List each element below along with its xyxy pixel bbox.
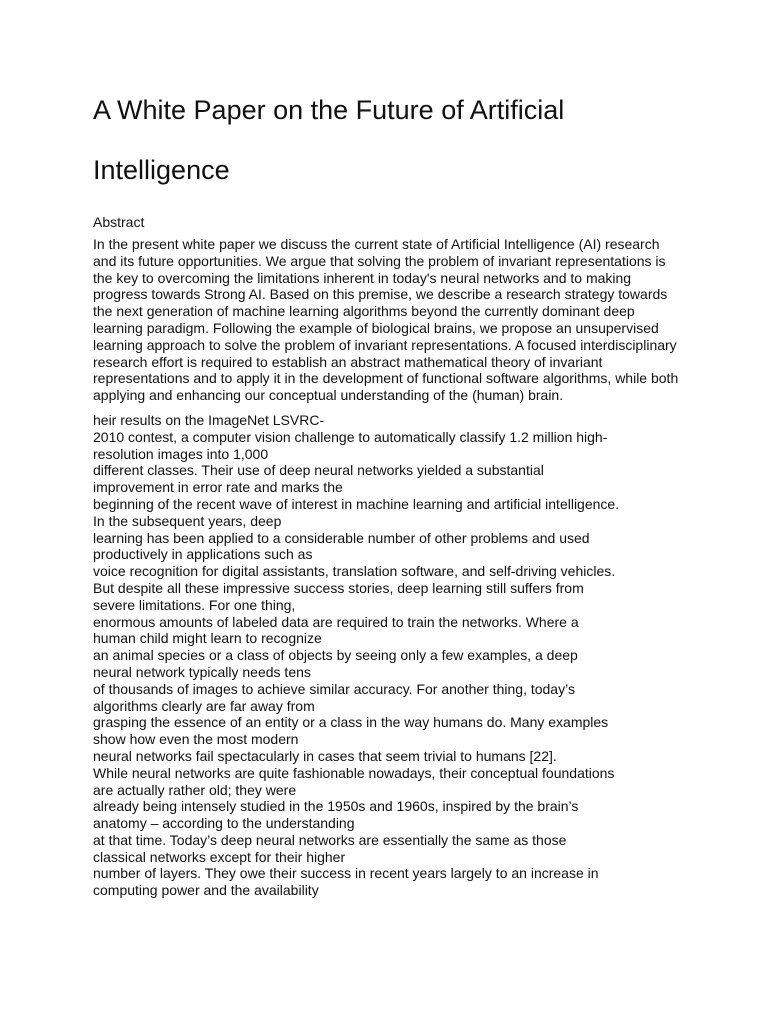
body-line: anatomy – according to the understanding	[93, 815, 355, 832]
body-line: an animal species or a class of objects by seeing only a few examples, a deep	[93, 647, 578, 664]
body-line: resolution images into 1,000	[93, 445, 269, 462]
body-line: 2010 contest, a computer vision challenge to automatically classify 1.2 million high-	[93, 428, 608, 445]
body-line: voice recognition for digital assistants, translation software, and self-driving vehicles.	[93, 563, 616, 580]
body-line: enormous amounts of labeled data are required to train the networks. Where a	[93, 613, 579, 630]
abstract-text: In the present white paper we discuss the current state of Artificial Intelligence (AI) research and its future opportunities. We argue that solving the problem of invariant representations is the key to overcoming the limitations inherent in today's neural networks and to making progress towards Strong AI. Based on this premise, we describe a research strategy towards the next generation of machine learning algorithms beyond the currently dominant deep learning paradigm. Following the example of biological brains, we propose an unsupervised learning approach to solve the problem of invariant representations. A focused interdisciplinary research effort is required to establish an abstract mathematical theory of invariant representations and to apply it in the development of functional software algorithms, while both applying and enhancing our conceptual understanding of the (human) brain.	[93, 236, 679, 404]
body-line: at that time. Today’s deep neural networks are essentially the same as those	[93, 831, 567, 848]
body-line: algorithms clearly are far away from	[93, 697, 315, 714]
body-line: of thousands of images to achieve similar accuracy. For another thing, today’s	[93, 680, 575, 697]
body-line: In the subsequent years, deep	[93, 512, 282, 529]
body-line: already being intensely studied in the 1950s and 1960s, inspired by the brain’s	[93, 798, 579, 815]
body-line: productively in applications such as	[93, 546, 313, 563]
body-line: beginning of the recent wave of interest in machine learning and artificial intelligence.	[93, 495, 620, 512]
body-line: improvement in error rate and marks the	[93, 479, 343, 496]
body-text	[93, 412, 681, 899]
body-line: learning has been applied to a considerable number of other problems and used	[93, 529, 590, 546]
body-line: While neural networks are quite fashionable nowadays, their conceptual foundations	[93, 764, 615, 781]
body-line: classical networks except for their higher	[93, 848, 346, 865]
body-line: grasping the essence of an entity or a class in the way humans do. Many examples	[93, 714, 609, 731]
body-line: different classes. Their use of deep neural networks yielded a substantial	[93, 462, 544, 479]
document-title: A White Paper on the Future of Artificial Intelligence	[93, 95, 565, 185]
body-line: heir results on the ImageNet LSVRC-	[93, 411, 325, 428]
body-line: number of layers. They owe their success in recent years largely to an increase in	[93, 865, 599, 882]
abstract-heading: Abstract	[93, 214, 145, 230]
body-line: computing power and the availability	[93, 882, 319, 899]
body-line: severe limitations. For one thing,	[93, 596, 296, 613]
body-line: neural networks fail spectacularly in cases that seem trivial to humans [22].	[93, 747, 557, 764]
body-line: But despite all these impressive success stories, deep learning still suffers from	[93, 579, 584, 596]
document-page	[93, 80, 681, 899]
body-line: human child might learn to recognize	[93, 630, 322, 647]
body-line: neural network typically needs tens	[93, 663, 311, 680]
body-line: show how even the most modern	[93, 731, 299, 748]
body-line: are actually rather old; they were	[93, 781, 297, 798]
